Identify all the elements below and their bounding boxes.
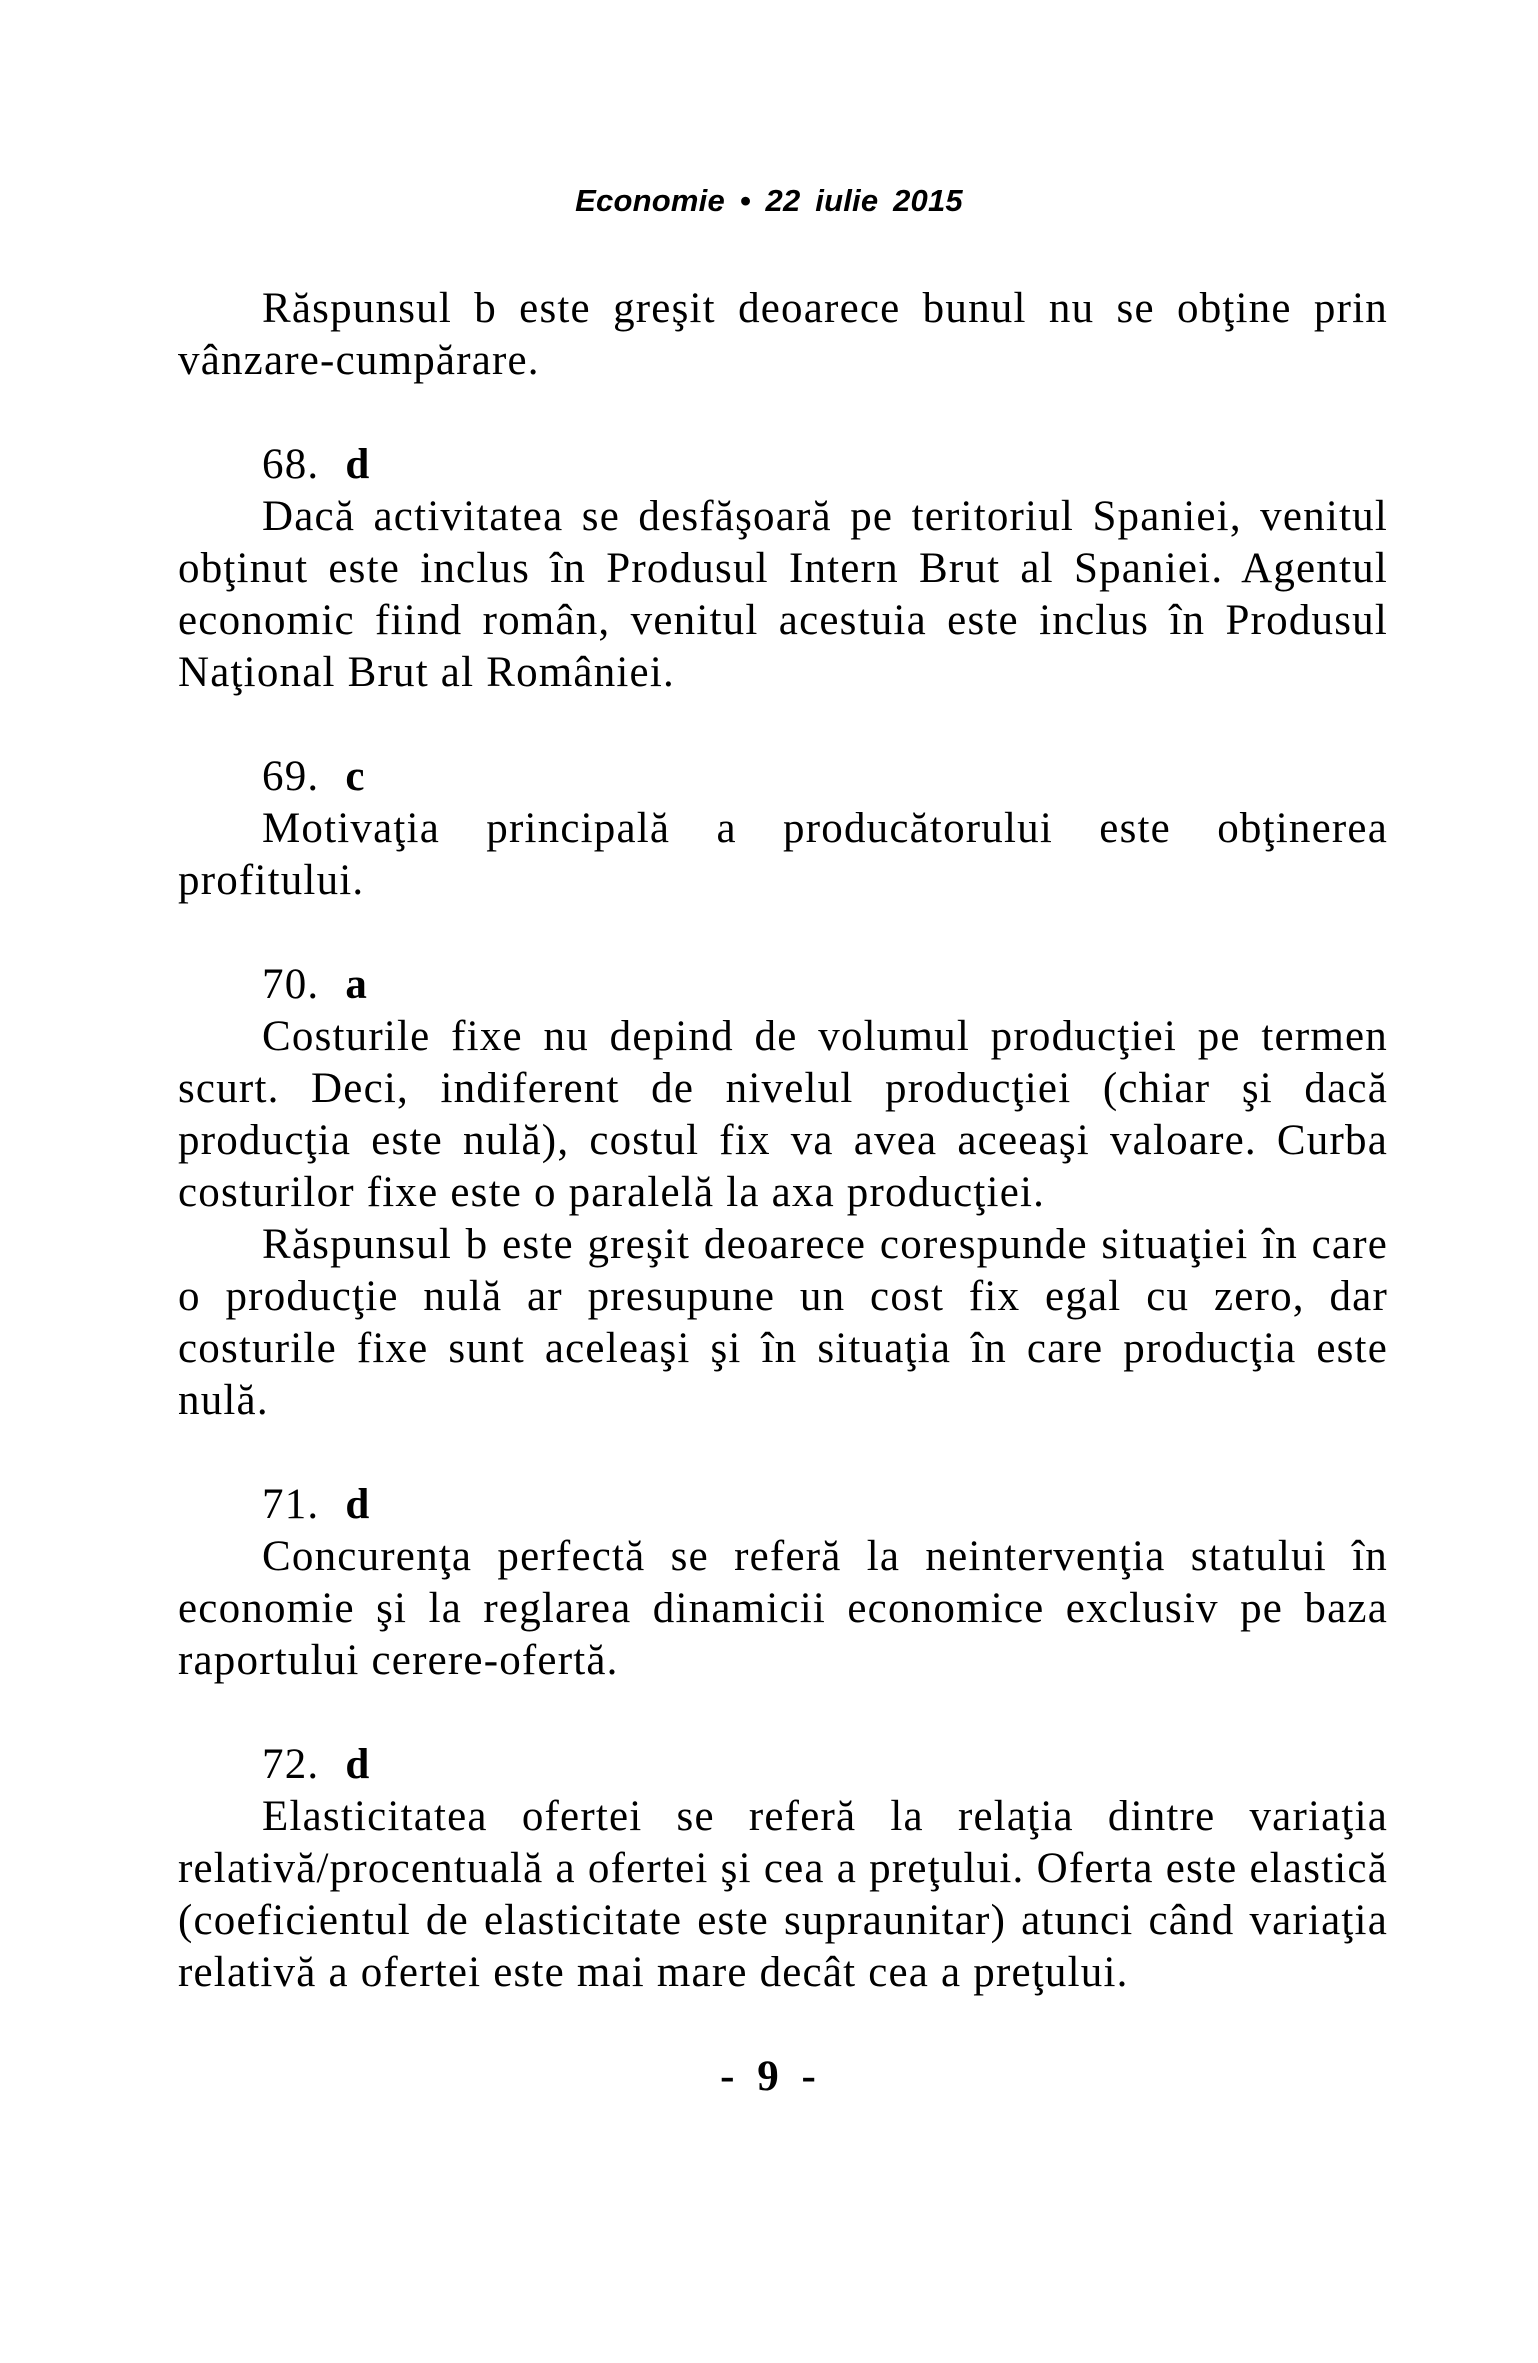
answer-paragraph: Răspunsul b este greşit deoarece corespunde situaţiei în care o producţie nulă ar presupune un cost fix egal cu zero, dar costurile fixe sunt aceleaşi şi în situaţia în care producţia este nulă.	[178, 1221, 1388, 1424]
answer-letter: c	[345, 753, 366, 800]
page-footer	[0, 2051, 1538, 2103]
page-header	[0, 0, 1538, 219]
answer-paragraph: Concurenţa perfectă se referă la neintervenţia statului în economie şi la reglarea dinamicii economice exclusiv pe baza raportului cerere-ofertă.	[178, 1533, 1388, 1684]
answer-number: 69.	[262, 753, 320, 800]
answer-number: 71.	[262, 1481, 320, 1528]
answer-number: 72.	[262, 1741, 320, 1788]
answer-section-72	[178, 1739, 1388, 1999]
page-content	[178, 283, 1388, 1999]
answer-letter: d	[345, 441, 371, 488]
answer-section-68	[178, 439, 1388, 699]
answer-paragraph: Elasticitatea ofertei se referă la relaţia dintre variaţia relativă/procentuală a ofertei şi cea a preţului. Oferta este elastică (coeficientul de elasticitate este supraunitar) atunci când variaţia relativă a ofertei este mai mare decât cea a preţului.	[178, 1793, 1388, 1996]
answer-letter: d	[345, 1481, 371, 1528]
answer-section-70	[178, 959, 1388, 1427]
answer-paragraph: Motivaţia principală a producătorului este obţinerea profitului.	[178, 805, 1388, 904]
page-number: - 9 -	[720, 2053, 818, 2100]
answer-letter: d	[345, 1741, 371, 1788]
answer-paragraph: Dacă activitatea se desfăşoară pe teritoriul Spaniei, venitul obţinut este inclus în Produsul Intern Brut al Spaniei. Agentul economic fiind român, venitul acestuia este inclus în Produsul Naţional Brut al României.	[178, 493, 1388, 696]
answer-section-71	[178, 1479, 1388, 1687]
answer-number: 68.	[262, 441, 320, 488]
answer-heading	[178, 1479, 1388, 1531]
intro-paragraph: Răspunsul b este greşit deoarece bunul nu se obţine prin vânzare-cumpărare.	[178, 285, 1388, 384]
answer-letter: a	[345, 961, 369, 1008]
answer-heading	[178, 439, 1388, 491]
answer-heading	[178, 1739, 1388, 1791]
answer-paragraph: Costurile fixe nu depind de volumul producţiei pe termen scurt. Deci, indiferent de nivelul producţiei (chiar şi dacă producţia este nulă), costul fix va avea aceeaşi valoare. Curba costurilor fixe este o paralelă la axa producţiei.	[178, 1013, 1388, 1216]
answer-section-69	[178, 751, 1388, 907]
answer-heading	[178, 959, 1388, 1011]
header-title: Economie • 22 iulie 2015	[575, 183, 963, 218]
answer-number: 70.	[262, 961, 320, 1008]
answer-heading	[178, 751, 1388, 803]
